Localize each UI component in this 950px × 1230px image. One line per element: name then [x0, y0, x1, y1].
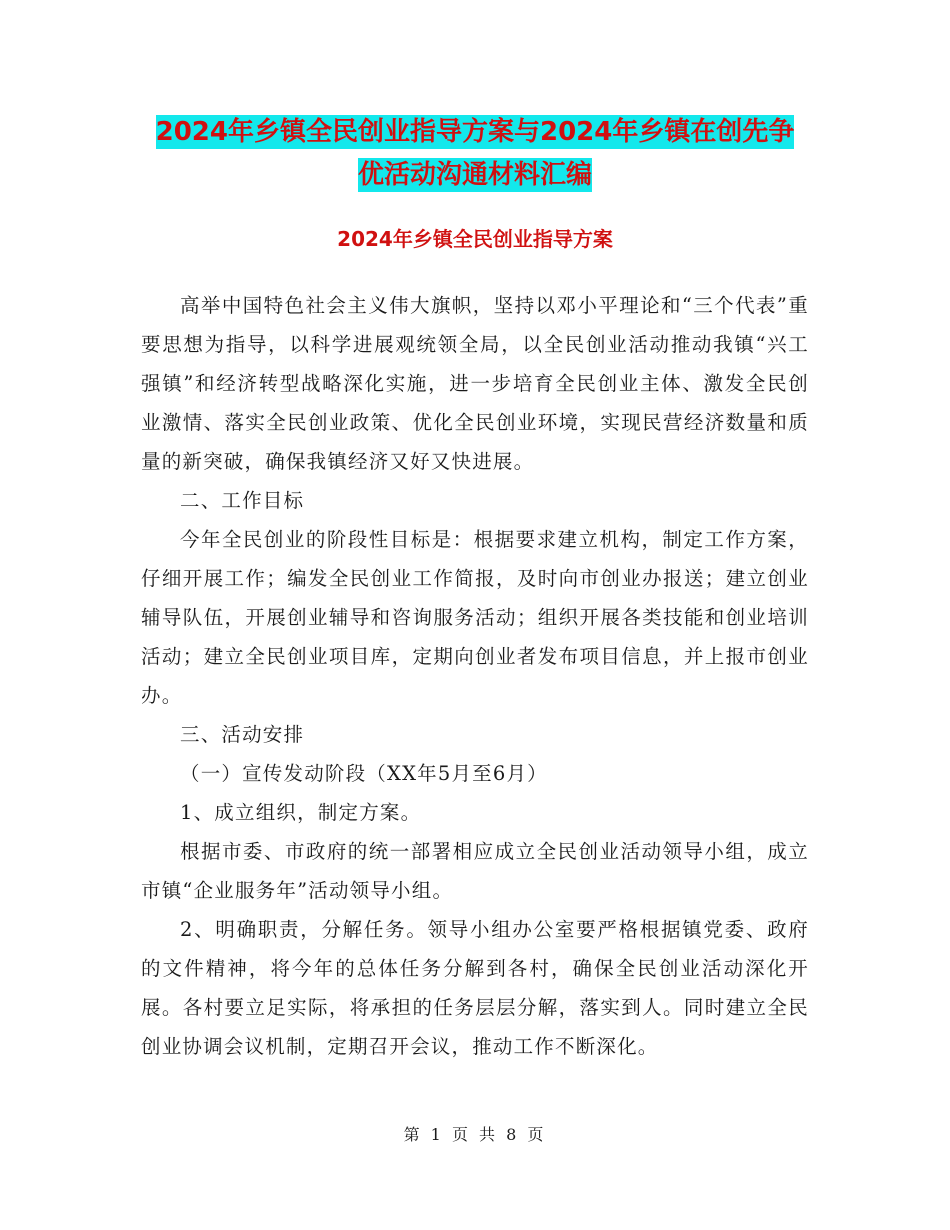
document-title-line-2-text: 优活动沟通材料汇编: [357, 160, 592, 190]
document-title-line-1: [0, 112, 950, 152]
document-title-line-2: [0, 155, 950, 195]
document-title-line-1-text: 2024年乡镇全民创业指导方案与2024年乡镇在创先争: [155, 117, 795, 147]
page-footer: 第 1 页 共 8 页: [403, 1125, 547, 1144]
paragraph-leadership-group: 根据市委、市政府的统一部署相应成立全民创业活动领导小组，成立市镇“企业服务年”活动领导小组。: [141, 840, 809, 902]
item-establish-organization: 1、成立组织，制定方案。: [180, 801, 422, 824]
paragraph-goals: 今年全民创业的阶段性目标是：根据要求建立机构，制定工作方案，仔细开展工作；编发全民创业工作简报，及时向市创业办报送；建立创业辅导队伍，开展创业辅导和咨询服务活动；组织开展各类技能和创业培训活动；建立全民创业项目库，定期向创业者发布项目信息，并上报市创业办。: [141, 528, 809, 707]
paragraph-responsibilities: 2、明确职责，分解任务。领导小组办公室要严格根据镇党委、政府的文件精神，将今年的总体任务分解到各村，确保全民创业活动深化开展。各村要立足实际，将承担的任务层层分解，落实到人。同时建立全民创业协调会议机制，定期召开会议，推动工作不断深化。: [141, 918, 809, 1058]
document-body: [141, 286, 809, 1066]
paragraph-intro: 高举中国特色社会主义伟大旗帜，坚持以邓小平理论和“三个代表”重要思想为指导，以科学进展观统领全局，以全民创业活动推动我镇“兴工强镇”和经济转型战略深化实施，进一步培育全民创业主体、激发全民创业激情、落实全民创业政策、优化全民创业环境，实现民营经济数量和质量的新突破，确保我镇经济又好又快进展。: [141, 294, 809, 473]
heading-activity-arrangement: 三、活动安排: [180, 723, 305, 746]
heading-work-goals: 二、工作目标: [180, 489, 305, 512]
subheading-publicity-stage: （一）宣传发动阶段（XX年5月至6月）: [180, 762, 548, 785]
section-title: 2024年乡镇全民创业指导方案: [337, 227, 613, 251]
